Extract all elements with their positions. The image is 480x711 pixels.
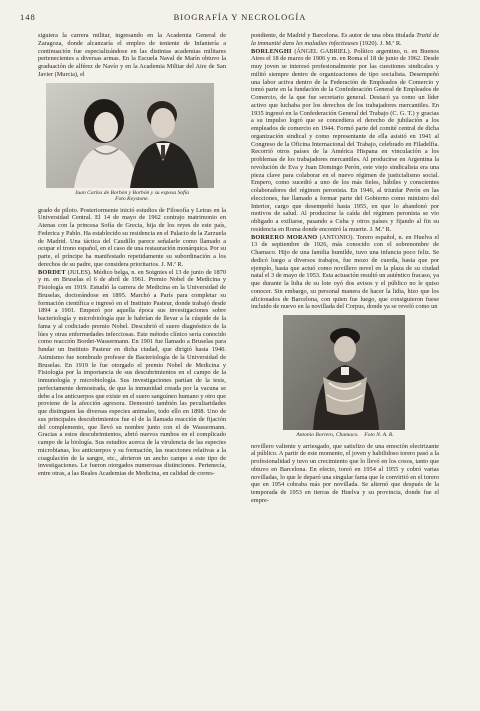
borlenghi-author: J. M.ª R. <box>369 225 392 233</box>
royal-couple-image <box>46 83 214 188</box>
royal-couple-photo <box>46 83 214 188</box>
juan-carlos-paragraph <box>38 207 226 269</box>
bordet-text: Médico belga, n. en Soignies el 13 de junio de 1870 y m. en Bruselas el 6 de abril de 1961. Premio Nobel de Medicina y Fisiología en 1919. Estudió la carrera de Medicina en la Universidad de Bruselas, doctorándose en 1895. Marchó a París para completar su formación científica e ingresó en el Instituto Pasteur, donde trabajó desde 1894 a 1901. Empezó por aquella época sus investigaciones sobre bacteriología y microbiología que le habrían de llevar a la cúspide de la fama y al codiciado premio Nobel. Descubrió el suero diagnóstico de la lúes y otras enfermedades infecciosas. Este método clínico sería conocido como reacción Bordet-Wassermann. En 1901 fue llamado a Bruselas para fundar un Instituto Pasteur en dicha ciudad, que dirigió hasta 1940. Asimismo fue nombrado profesor de Bacteriología de la Universidad de Bruselas. En 1919 le fue otorgado el premio Nobel de Medicina y Fisiología por la importancia de sus descubrimientos en el campo de la inmunología y microbiología. Sus investigaciones partían de la tesis, perfectamente demostrada, de que la inmunidad creada por la vacuna se debe a los anticuerpos que existe en el suero sanguíneo humano y otro que proviene de la afección agresora. Demostró también las peculiaridades que distinguen las diversas especies animales, todo ello en 1898. Uno de sus principales descubrimientos fue el de la llamada reacción de fijación del complemento, que llevó su nombre junto con el de Wassermann. Gracias a estos descubrimientos, abrió nuevos rumbos en el complicado campo de la biología. Sus estudios acerca de la virulencia de las especies microbianas, los anticuerpos y su formación, las reacciones relativas a la coagulación de la sangre, etc., abrieron un ancho campo a este tipo de investigaciones. Le fueron otorgados numerosas distinciones. Pertenecía, entre otras, a las Reales Academias de Medicina, en calidad de corres- <box>38 268 226 477</box>
bordet-continuation <box>251 32 439 48</box>
running-title: BIOGRAFÍA Y NECROLOGÍA <box>173 12 307 22</box>
photo2-credit: Foto N. A. R. <box>364 432 394 438</box>
left-column <box>38 32 226 687</box>
borrero-text: Torero español, n. en Huelva el 13 de septiembre de 1926, más conocido con el sobrenombre de Chamaco. Hijo de una familia humilde, tuvo una infancia poco feliz. Se dedicó luego a diversos trabajos, fue mozo de cuerda, hasta que por ejemplo, hasta que actuó como novillero novel en la plaza de su ciudad natal el 3 de mayo de 1953. Esta actuación resultó un auténtico fracaso, ya que durante la lidia de su lote oyó dos avisos y el público no le quiso conocer. Sin embargo, su personal manera de hacer la lidia, hizo que los aficionados de Barcelona, con quien fue luego, que consiguieron fuese incluido de nuevo en la novillada del Corpus, donde ya se reveló como un <box>251 233 439 311</box>
borrero-entry <box>251 234 439 312</box>
borlenghi-name: (ÁNGEL GABRIEL). <box>294 47 352 55</box>
bordet-heading: BORDET <box>38 268 66 276</box>
photo2-caption <box>251 432 439 439</box>
page-number: 148 <box>20 12 36 22</box>
bordet-cont-text: pondiente, de Madrid y Barcelona. Es autor de una obra titulada <box>251 32 415 39</box>
photo2-caption-text: Antonio Borrero, Chamaco. <box>296 432 359 438</box>
bordet-work-title: Traité de la immunité dans les maladies infectieuses <box>251 32 439 47</box>
right-column <box>251 32 439 694</box>
bullfighter-image <box>283 315 405 430</box>
borlenghi-text: Político argentino, n. en Buenos Aires el 18 de marzo de 1906 y m. en Roma el 18 de junio de 1962. Desde muy joven se interesó profesionalmente por las cuestiones sindicales y militó siempre dentro de organizaciones de tipo socialista. Desempeñó una labor activa dentro de la Federación de Empleados de Comercio y tomó parte en la fundación de la Confederación General de Empleados de Comercio, de la que fue secretario general. Destacó ya como un líder activo que luchaba por los derechos de los trabajadores mercantiles. En 1935 ingresó en la Confederación General del Trabajo (C. G. T.) y gracias a su impulso logró que se concediera el derecho de jubilación a los empleados de comercio en 1944. Formó parte del comité central de dicha organización sindical y como representante de ella asistió en 1941 al Congreso de la Oficina Internacional del Trabajo, celebrado en Filadelfia. Recorrió otros países de la América Hispana en vinculación a los problemas de los trabajadores mercantiles. Al producirse en Argentina la revolución de Eva y Juan Domingo Perón, este viejo sindicalista era una pieza clave para colaborar en el nuevo régimen de justicialismo social. Empero, como sucedió a uno de los más fieles, hábiles y conscientes colaboradores del régimen peronista. En 1946, al triunfar Perón en las elecciones, fue llamado a formar parte del Gobierno como ministro del Interior, cargo que desempeñó hasta 1955, en que lo abandonó por motivos de salud. Al producirse la caída del régimen peronista se vio obligado a exiliarse, pasando a Cuba y otros países y fijando al fin su residencia en Roma donde encontró la muerte. <box>251 47 439 233</box>
borrero-heading: BORRERO MORANO <box>251 233 318 241</box>
borrero-name: (ANTONIO). <box>319 233 355 241</box>
borlenghi-heading: BORLENGHI <box>251 47 292 55</box>
bordet-work-year: (1920). <box>359 39 379 47</box>
photo1-credit: Foto Keystone. <box>115 196 149 202</box>
bordet-author: J. M.ª R. <box>379 39 402 47</box>
bordet-name: (JULES). <box>67 268 92 276</box>
bullfighter-photo <box>283 315 405 430</box>
juan-carlos-text: grado de piloto. Posteriormente inició estudios de Filosofía y Letras en la Universidad Central. El 14 de mayo de 1962 contrajo matrimonio en Atenas con la princesa Sofía de Grecia, hija de los reyes de este país, Federica y Pablo. Ha establecido su residencia en el Palacio de la Zarzuela de Madrid. Una táctica del Caudillo parece señalarle como llamado a ocupar el trono español, en el caso de una restauración monárquica. Por su parte, el príncipe ha manifestado repetidamente su subordinación a los derechos de su padre, que considera prioritarios. <box>38 206 226 268</box>
page-header <box>16 12 464 26</box>
photo1-caption <box>38 190 226 203</box>
bordet-entry <box>38 269 226 478</box>
borrero-continuation: novillero valiente y arriesgado, que satisfizo de una emoción electrizante al público. A partir de este momento, el joven y habilidoso torero pasó a la profesionalidad y tuvo un crecimiento que lo llevó en los cosos, tanto que obtuvo en Barcelona. En efecto, toreó en 1954 al 1955 y cobró varias novilladas, lo que le deparó una singular fama que le convirtió en el torero que en 1954 cobraba más por novillada. Se alternó que después de la temporada de 1953 en tierras de Huelva y su provincia, donde fue el empre- <box>251 442 439 504</box>
photo1-caption-text: Juan Carlos de Borbón y Borbón y su esposa Sofía <box>74 189 190 196</box>
borlenghi-entry <box>251 48 439 234</box>
continued-paragraph: siguiera la carrera militar, ingresando en la Academia General de Zaragoza, donde alcanzaría el empleo de teniente de Infantería a continuación fue especializándose en las distintas academias militares pertenecientes a diversas armas. En la Escuela Naval de Marín obtuvo la graduación de alférez de Navío y en la Academia Militar del Aire de San Javier (Murcia), el <box>38 32 226 78</box>
juan-carlos-author: J. M.ª R. <box>161 260 184 268</box>
